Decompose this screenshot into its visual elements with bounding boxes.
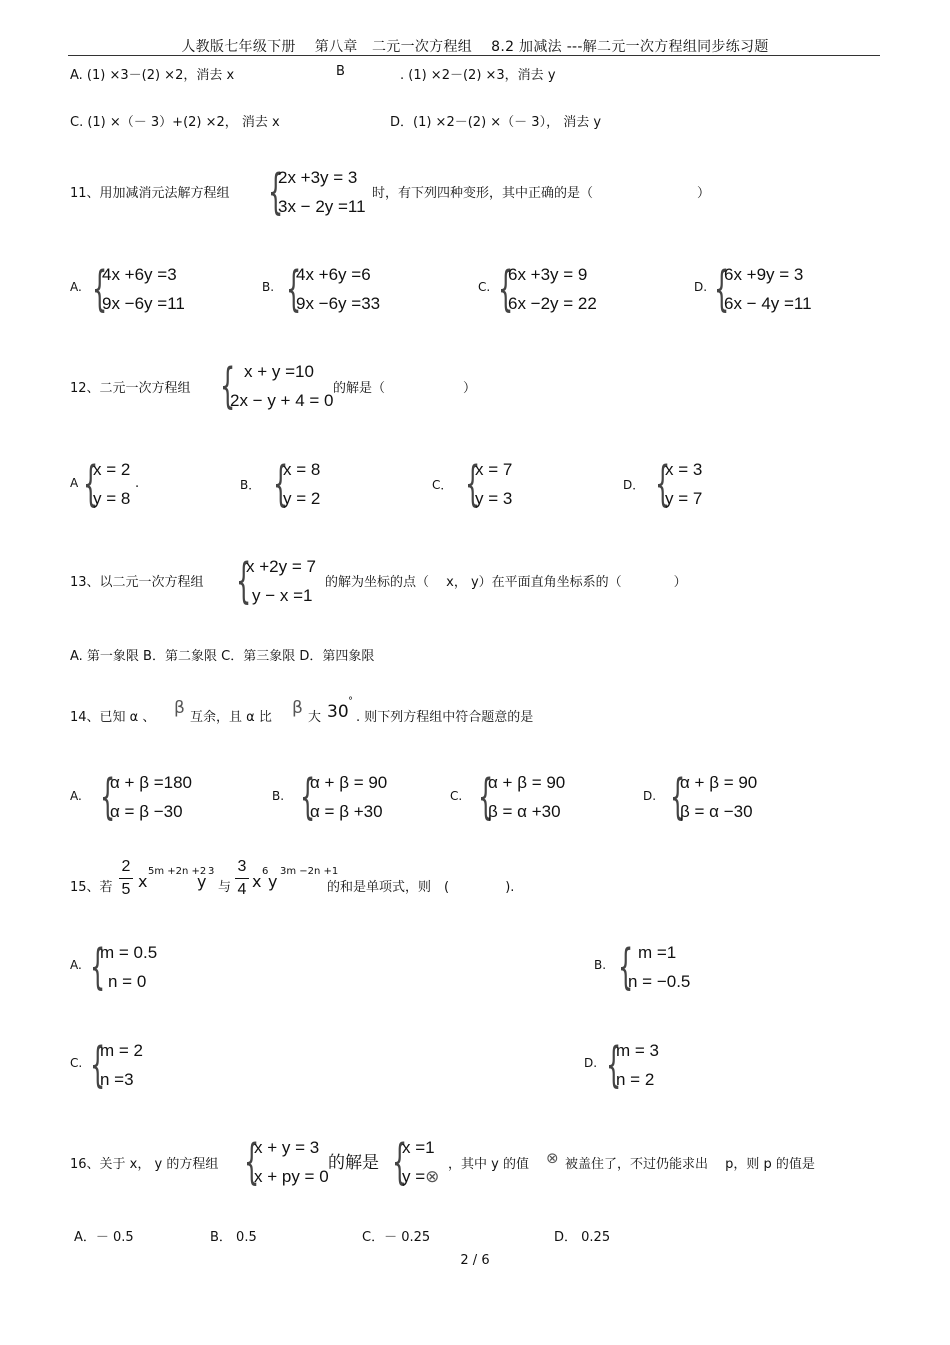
q16-text2: ，其中 y 的值 <box>448 1157 529 1172</box>
brace-icon: { <box>92 261 108 317</box>
q11-prompt: 11、用加减消元法解方程组 <box>70 186 230 201</box>
q16-option-c: C．－ 0.25 <box>362 1230 431 1245</box>
q10-option-a: A. (1) ×3－(2) ×2，消去 x <box>70 68 235 83</box>
q16-sol2-text: y = <box>402 1167 426 1186</box>
q14-mid: 互余，且 α 比 <box>190 710 272 725</box>
q14-big: 大 <box>308 710 322 725</box>
q15-a-eq1: m = 0.5 <box>100 943 158 962</box>
q15-frac1-den: 5 <box>121 881 131 898</box>
q13-suffix: 的解为坐标的点（ x， y）在平面直角坐标系的（ ） <box>325 575 687 590</box>
q15-d-eq2: n = 2 <box>616 1070 655 1089</box>
q15-b-eq2: n = −0.5 <box>628 972 691 991</box>
q13-eq1: x +2y = 7 <box>246 557 316 576</box>
q12-c-eq2: y = 3 <box>475 489 513 508</box>
q15-exp-y1: 3 <box>208 866 215 877</box>
q15-x2: x <box>252 872 262 891</box>
q14-c-eq2: β = α +30 <box>488 802 561 821</box>
q14-a-eq1: α + β =180 <box>110 773 192 792</box>
fraction-bar <box>119 878 133 879</box>
brace-icon: { <box>273 456 289 512</box>
q11-eq2: 3x − 2y =11 <box>278 197 366 216</box>
q16-sol2 <box>402 1162 439 1191</box>
q10-option-d: D．(1) ×2－(2) ×（－ 3）， 消去 y <box>390 115 602 130</box>
q13-eq2: y − x =1 <box>252 586 313 605</box>
covered-icon: ⊗ <box>425 1167 440 1186</box>
brace-icon: { <box>606 1037 622 1093</box>
q15-fraction-2 <box>235 858 249 899</box>
q15-prompt: 15、若 <box>70 880 113 895</box>
q11-option-d-label: D. <box>694 280 708 294</box>
q15-y2: y <box>268 872 278 891</box>
q14-b-eq2: α = β +30 <box>310 802 383 821</box>
q16-option-b: B． 0.5 <box>210 1230 257 1245</box>
q15-exp-y2: 3m −2n +1 <box>280 866 339 877</box>
q14-option-b-label: B. <box>272 789 285 803</box>
q14-beta: β <box>174 698 185 718</box>
q13-prompt: 13、以二元一次方程组 <box>70 575 204 590</box>
q14-c-eq1: α + β = 90 <box>488 773 566 792</box>
q11-option-a-label: A. <box>70 280 82 294</box>
brace-icon: { <box>268 164 284 220</box>
q10-option-b-label: B <box>336 64 345 79</box>
fraction-bar <box>235 878 249 879</box>
q16-text3: 被盖住了，不过仍能求出 p，则 p 的值是 <box>565 1157 815 1172</box>
q11-eq1: 2x +3y = 3 <box>278 168 358 187</box>
q16-option-a: A．－ 0.5 <box>74 1230 134 1245</box>
brace-icon: { <box>90 939 106 995</box>
q11-suffix: 时，有下列四种变形，其中正确的是（ ） <box>372 186 711 201</box>
q12-b-eq1: x = 8 <box>283 460 321 479</box>
q15-frac2-num: 3 <box>237 858 247 875</box>
brace-icon: { <box>618 939 634 995</box>
q12-option-c-label: C． <box>432 478 453 492</box>
q11-d-eq2: 6x − 4y =11 <box>724 294 812 313</box>
q14-option-d-label: D. <box>643 789 657 803</box>
q14-suffix: . 则下列方程组中符合题意的是 <box>356 710 534 725</box>
q11-b-eq1: 4x +6y =6 <box>296 265 371 284</box>
q14-degree: ° <box>348 696 353 707</box>
q15-y1: y <box>197 872 207 891</box>
q14-prompt: 14、已知 α 、 <box>70 710 156 725</box>
header-divider <box>68 55 880 56</box>
q12-b-eq2: y = 2 <box>283 489 321 508</box>
q11-option-b-label: B. <box>262 280 275 294</box>
brace-icon: { <box>220 358 236 414</box>
brace-icon: { <box>655 456 671 512</box>
q16-prompt: 16、关于 x， y 的方程组 <box>70 1157 219 1172</box>
q12-eq1: x + y =10 <box>244 362 314 381</box>
q11-a-eq1: 4x +6y =3 <box>102 265 177 284</box>
brace-icon: { <box>244 1134 260 1190</box>
q15-option-c-label: C. <box>70 1056 83 1070</box>
q16-eq1: x + y = 3 <box>254 1138 320 1157</box>
brace-icon: { <box>498 261 514 317</box>
q15-option-b-label: B. <box>594 958 607 972</box>
q10-option-b: . (1) ×2－(2) ×3，消去 y <box>400 68 556 83</box>
q15-exp2: 6 <box>262 866 269 877</box>
q12-d-eq2: y = 7 <box>665 489 703 508</box>
q14-beta-2: β <box>292 698 303 718</box>
q11-b-eq2: 9x −6y =33 <box>296 294 381 313</box>
q12-c-eq1: x = 7 <box>475 460 513 479</box>
covered-icon-inline: ⊗ <box>546 1149 559 1167</box>
q12-option-a-label: A <box>70 476 79 490</box>
q15-c-eq2: n =3 <box>100 1070 134 1089</box>
q14-option-a-label: A. <box>70 789 82 803</box>
q15-with: 与 <box>218 880 232 895</box>
q14-thirty: 30 <box>327 702 349 722</box>
q13-options: A. 第一象限 B．第二象限 C．第三象限 D．第四象限 <box>70 649 375 664</box>
brace-icon: { <box>100 769 116 825</box>
q12-d-eq1: x = 3 <box>665 460 703 479</box>
brace-icon: { <box>465 456 481 512</box>
q15-c-eq1: m = 2 <box>100 1041 143 1060</box>
q11-d-eq1: 6x +9y = 3 <box>724 265 804 284</box>
q11-a-eq2: 9x −6y =11 <box>102 294 185 313</box>
q11-c-eq2: 6x −2y = 22 <box>508 294 597 313</box>
q12-option-b-label: B． <box>240 478 261 492</box>
q14-a-eq2: α = β −30 <box>110 802 183 821</box>
q11-c-eq1: 6x +3y = 9 <box>508 265 588 284</box>
q15-a-eq2: n = 0 <box>108 972 147 991</box>
q15-option-a-label: A. <box>70 958 82 972</box>
q12-eq2: 2x − y + 4 = 0 <box>230 391 334 410</box>
q15-d-eq1: m = 3 <box>616 1041 659 1060</box>
q12-suffix: 的解是（ ） <box>333 381 477 396</box>
q15-frac2-den: 4 <box>237 881 247 898</box>
q14-b-eq1: α + β = 90 <box>310 773 388 792</box>
q14-d-eq2: β = α −30 <box>680 802 753 821</box>
brace-icon: { <box>714 261 730 317</box>
q12-option-d-label: D． <box>623 478 645 492</box>
q15-exp1: 5m +2n +2 <box>148 866 207 877</box>
brace-icon: { <box>286 261 302 317</box>
q14-d-eq1: α + β = 90 <box>680 773 758 792</box>
q12-option-a-dot: . <box>135 476 140 491</box>
brace-icon: { <box>392 1134 408 1190</box>
q16-eq2: x + py = 0 <box>254 1167 329 1186</box>
brace-icon: { <box>300 769 316 825</box>
q12-prompt: 12、二元一次方程组 <box>70 381 191 396</box>
brace-icon: { <box>236 553 252 609</box>
q15-frac1-num: 2 <box>121 858 131 875</box>
q15-suffix: 的和是单项式，则 ( ). <box>327 880 515 895</box>
q15-option-d-label: D. <box>584 1056 598 1070</box>
q12-a-eq2: y = 8 <box>93 489 131 508</box>
brace-icon: { <box>90 1037 106 1093</box>
page-header: 人教版七年级下册 第八章 二元一次方程组 8.2 加减法 ---解二元一次方程组同步练习题 <box>181 39 769 55</box>
brace-icon: { <box>670 769 686 825</box>
q15-b-eq1: m =1 <box>638 943 677 962</box>
q15-x1: x <box>138 872 148 891</box>
q12-a-eq1: x = 2 <box>93 460 131 479</box>
q16-option-d: D． 0.25 <box>554 1230 611 1245</box>
q14-option-c-label: C. <box>450 789 463 803</box>
q15-fraction-1 <box>119 858 133 899</box>
brace-icon: { <box>478 769 494 825</box>
page-number: 2 / 6 <box>460 1253 490 1268</box>
q16-sol1: x =1 <box>402 1138 435 1157</box>
brace-icon: { <box>83 456 99 512</box>
q10-option-c: C. (1) ×（－ 3）+(2) ×2， 消去 x <box>70 115 280 130</box>
q16-mid: 的解是 <box>328 1153 379 1173</box>
q11-option-c-label: C. <box>478 280 491 294</box>
